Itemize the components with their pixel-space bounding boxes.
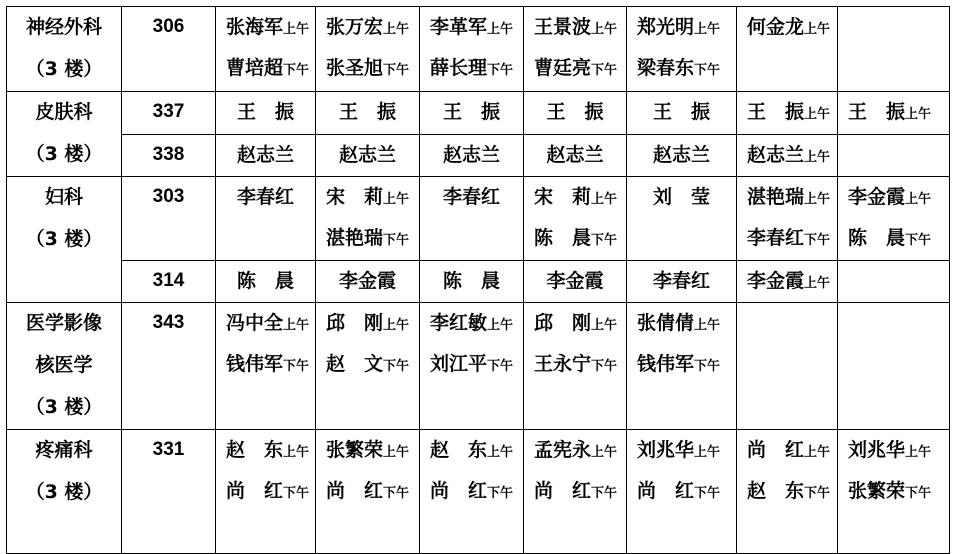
schedule-entry	[737, 135, 837, 176]
schedule-entry	[524, 218, 626, 259]
session-tag: 上午	[383, 445, 410, 460]
schedule-entry	[524, 261, 626, 302]
doctor-name: 邱 刚	[534, 312, 592, 334]
session-tag: 下午	[694, 359, 721, 374]
schedule-entry	[627, 92, 736, 133]
department-cell	[7, 177, 122, 303]
session-tag: 下午	[487, 486, 514, 501]
schedule-entry	[420, 471, 523, 512]
doctor-name: 冯中全	[226, 312, 284, 334]
doctor-name: 李金霞	[848, 186, 906, 208]
schedule-entry	[216, 48, 315, 89]
doctor-name: 曹廷亮	[534, 57, 592, 79]
doctor-name: 刘兆华	[637, 439, 695, 461]
doctor-name: 赵志兰	[652, 143, 710, 166]
session-tag: 上午	[383, 22, 410, 37]
schedule-entry	[420, 261, 523, 302]
schedule-cell	[838, 134, 950, 177]
doctor-name: 曹培超	[226, 57, 284, 79]
session-tag: 上午	[487, 445, 514, 460]
session-tag: 下午	[283, 63, 310, 78]
schedule-cell	[737, 261, 838, 303]
session-tag: 下午	[383, 233, 410, 248]
doctor-name: 赵志兰	[442, 143, 500, 166]
schedule-cell	[524, 7, 627, 92]
schedule-entry	[737, 430, 837, 471]
doctor-name: 尚 红	[326, 480, 384, 502]
session-tag: 下午	[905, 233, 932, 248]
schedule-cell	[420, 177, 524, 261]
room-number: 303	[122, 177, 216, 261]
schedule-cell	[524, 177, 627, 261]
schedule-entry	[737, 218, 837, 259]
doctor-name: 李春红	[236, 186, 294, 208]
department-name-line: 皮肤科	[35, 101, 93, 123]
doctor-name: 王 振	[747, 101, 805, 123]
doctor-name: 赵志兰	[747, 143, 805, 166]
session-tag: 下午	[283, 359, 310, 374]
session-tag: 下午	[487, 359, 514, 374]
doctor-name: 刘兆华	[848, 439, 906, 461]
schedule-entry	[316, 135, 419, 176]
doctor-name: 刘江平	[430, 353, 488, 375]
schedule-entry	[838, 218, 949, 259]
doctor-name: 薛长理	[430, 57, 488, 79]
schedule-entry	[524, 471, 626, 512]
doctor-name: 李金霞	[338, 270, 396, 292]
doctor-name: 李金霞	[747, 270, 805, 292]
session-tag: 上午	[591, 445, 618, 460]
doctor-name: 张繁荣	[848, 480, 906, 502]
schedule-entry	[420, 135, 523, 176]
schedule-entry	[316, 48, 419, 89]
doctor-name: 王景波	[534, 16, 592, 38]
session-tag: 上午	[905, 192, 932, 207]
schedule-entry	[316, 430, 419, 471]
session-tag: 下午	[591, 359, 618, 374]
schedule-entry	[216, 177, 315, 218]
schedule-cell	[838, 7, 950, 92]
schedule-entry	[627, 177, 736, 218]
schedule-entry	[420, 92, 523, 133]
department-name-line: 妇科	[44, 186, 83, 208]
table-row	[7, 430, 950, 554]
doctor-name: 张圣旭	[326, 57, 384, 79]
session-tag: 上午	[905, 445, 932, 460]
schedule-entry	[737, 177, 837, 218]
table-row	[7, 7, 950, 92]
schedule-cell	[524, 261, 627, 303]
schedule-entry	[524, 430, 626, 471]
session-tag: 上午	[383, 192, 410, 207]
schedule-entry	[737, 7, 837, 48]
schedule-entry	[627, 7, 736, 48]
session-tag: 上午	[283, 318, 310, 333]
schedule-entry	[216, 261, 315, 302]
schedule-cell	[216, 303, 316, 430]
schedule-entry	[216, 92, 315, 133]
doctor-name: 王 振	[546, 101, 604, 123]
doctor-name: 赵 东	[430, 439, 488, 461]
session-tag: 上午	[804, 149, 831, 165]
session-tag: 下午	[487, 63, 514, 78]
room-number: 314	[122, 261, 216, 303]
schedule-entry	[420, 303, 523, 344]
session-tag: 下午	[804, 233, 831, 248]
schedule-entry	[838, 430, 949, 471]
doctor-name: 陈 晨	[442, 270, 500, 292]
session-tag: 上午	[804, 276, 831, 291]
table-row	[7, 92, 950, 135]
schedule-cell	[420, 7, 524, 92]
room-number: 337	[122, 92, 216, 135]
schedule-entry	[316, 218, 419, 259]
room-number: 306	[122, 7, 216, 92]
schedule-entry	[524, 92, 626, 133]
schedule-cell	[627, 177, 737, 261]
schedule-cell	[627, 303, 737, 430]
department-name-line: （3 楼）	[25, 228, 103, 250]
schedule-cell	[524, 303, 627, 430]
session-tag: 上午	[804, 107, 831, 122]
room-number: 338	[122, 134, 216, 177]
schedule-entry	[627, 261, 736, 302]
doctor-name: 邱 刚	[326, 312, 384, 334]
session-tag: 下午	[694, 486, 721, 501]
doctor-name: 王 振	[848, 101, 906, 123]
department-name-line: 疼痛科	[35, 439, 93, 461]
doctor-name: 王永宁	[534, 353, 592, 375]
schedule-entry	[627, 48, 736, 89]
doctor-name: 李春红	[747, 227, 805, 249]
department-name-line: 核医学	[35, 354, 93, 376]
schedule-entry	[838, 92, 949, 133]
doctor-name: 赵志兰	[546, 143, 604, 166]
schedule-cell	[316, 430, 420, 554]
schedule-entry	[524, 344, 626, 385]
schedule-entry	[627, 344, 736, 385]
doctor-name: 梁春东	[637, 57, 695, 79]
schedule-entry	[216, 135, 315, 176]
table-row	[7, 261, 950, 303]
doctor-name: 宋 莉	[326, 186, 384, 208]
doctor-name: 李红敏	[430, 312, 488, 334]
schedule-entry	[524, 135, 626, 176]
doctor-name: 陈 晨	[534, 227, 592, 249]
table-row	[7, 177, 950, 261]
schedule-cell	[627, 261, 737, 303]
doctor-name: 刘 莹	[652, 186, 710, 208]
schedule-cell	[216, 177, 316, 261]
session-tag: 上午	[283, 22, 310, 37]
session-tag: 下午	[694, 63, 721, 78]
schedule-cell	[420, 430, 524, 554]
session-tag: 上午	[283, 445, 310, 460]
session-tag: 下午	[591, 63, 618, 78]
schedule-cell	[216, 261, 316, 303]
room-number: 343	[122, 303, 216, 430]
schedule-cell	[316, 303, 420, 430]
schedule-entry	[627, 303, 736, 344]
schedule-cell	[420, 92, 524, 135]
schedule-cell	[737, 92, 838, 135]
doctor-name: 何金龙	[747, 16, 805, 38]
session-tag: 上午	[591, 22, 618, 37]
doctor-name: 王 振	[652, 101, 710, 123]
session-tag: 上午	[591, 192, 618, 207]
schedule-entry	[316, 7, 419, 48]
schedule-cell	[838, 303, 950, 430]
schedule-cell	[316, 177, 420, 261]
schedule-entry	[737, 92, 837, 133]
schedule-entry	[216, 344, 315, 385]
schedule-cell	[316, 134, 420, 177]
schedule-cell	[420, 303, 524, 430]
schedule-entry	[420, 7, 523, 48]
doctor-name: 赵 东	[747, 480, 805, 502]
doctor-name: 赵志兰	[236, 143, 294, 166]
department-cell	[7, 303, 122, 430]
table-row	[7, 134, 950, 177]
doctor-name: 陈 晨	[236, 270, 294, 292]
schedule-entry	[216, 430, 315, 471]
schedule-entry	[737, 261, 837, 302]
doctor-name: 尚 红	[637, 480, 695, 502]
schedule-cell	[838, 430, 950, 554]
session-tag: 下午	[383, 359, 410, 374]
doctor-name: 赵 文	[326, 353, 384, 375]
session-tag: 上午	[383, 318, 410, 333]
schedule-entry	[216, 303, 315, 344]
schedule-entry	[316, 344, 419, 385]
room-number: 331	[122, 430, 216, 554]
schedule-entry	[316, 92, 419, 133]
session-tag: 上午	[487, 318, 514, 333]
doctor-name: 李金霞	[546, 270, 604, 292]
doctor-name: 尚 红	[430, 480, 488, 502]
doctor-name: 李春红	[652, 270, 710, 292]
doctor-name: 王 振	[442, 101, 500, 123]
session-tag: 下午	[804, 486, 831, 501]
doctor-name: 尚 红	[747, 439, 805, 461]
session-tag: 下午	[591, 233, 618, 248]
schedule-cell	[216, 430, 316, 554]
doctor-name: 宋 莉	[534, 186, 592, 208]
department-name-line: （3 楼）	[25, 396, 103, 418]
schedule-cell	[420, 134, 524, 177]
schedule-cell	[737, 303, 838, 430]
session-tag: 下午	[905, 486, 932, 501]
schedule-cell	[737, 134, 838, 177]
schedule-entry	[524, 48, 626, 89]
schedule-entry	[420, 48, 523, 89]
schedule-entry	[524, 303, 626, 344]
schedule-entry	[420, 344, 523, 385]
schedule-entry	[838, 177, 949, 218]
doctor-name: 钱伟军	[637, 353, 695, 375]
department-cell	[7, 92, 122, 177]
schedule-cell	[838, 92, 950, 135]
schedule-entry	[838, 471, 949, 512]
schedule-entry	[627, 135, 736, 176]
doctor-name: 钱伟军	[226, 353, 284, 375]
department-name-line: 医学影像	[25, 312, 102, 334]
doctor-name: 王 振	[236, 101, 294, 123]
doctor-name: 张海军	[226, 16, 284, 38]
doctor-name: 尚 红	[534, 480, 592, 502]
schedule-cell	[627, 430, 737, 554]
doctor-name: 尚 红	[226, 480, 284, 502]
doctor-name: 赵志兰	[338, 143, 396, 166]
schedule-cell	[737, 177, 838, 261]
doctor-name: 李革军	[430, 16, 488, 38]
doctor-name: 李春红	[442, 186, 500, 208]
schedule-cell	[216, 134, 316, 177]
doctor-name: 郑光明	[637, 16, 695, 38]
doctor-name: 王 振	[338, 101, 396, 123]
schedule-cell	[216, 92, 316, 135]
schedule-entry	[316, 471, 419, 512]
department-name-line: （3 楼）	[25, 481, 103, 503]
schedule-cell	[524, 92, 627, 135]
session-tag: 上午	[804, 445, 831, 460]
schedule-entry	[216, 471, 315, 512]
department-cell	[7, 430, 122, 554]
schedule-cell	[524, 134, 627, 177]
schedule-cell	[420, 261, 524, 303]
schedule-cell	[627, 92, 737, 135]
schedule-entry	[316, 303, 419, 344]
doctor-name: 张万宏	[326, 16, 384, 38]
department-name-line: （3 楼）	[25, 58, 103, 80]
schedule-entry	[420, 177, 523, 218]
schedule-cell	[316, 92, 420, 135]
session-tag: 下午	[383, 63, 410, 78]
session-tag: 上午	[905, 107, 932, 122]
doctor-name: 湛艳瑞	[326, 227, 384, 249]
session-tag: 下午	[591, 486, 618, 501]
schedule-cell	[524, 430, 627, 554]
session-tag: 上午	[487, 22, 514, 37]
schedule-cell	[737, 430, 838, 554]
doctor-name: 赵 东	[226, 439, 284, 461]
schedule-table	[6, 6, 950, 554]
schedule-cell	[216, 7, 316, 92]
schedule-entry	[524, 177, 626, 218]
schedule-entry	[627, 471, 736, 512]
schedule-entry	[627, 430, 736, 471]
schedule-entry	[737, 471, 837, 512]
department-cell	[7, 7, 122, 92]
session-tag: 上午	[804, 192, 831, 207]
doctor-name: 陈 晨	[848, 227, 906, 249]
schedule-entry	[316, 261, 419, 302]
session-tag: 上午	[694, 22, 721, 37]
session-tag: 上午	[694, 318, 721, 333]
schedule-cell	[316, 7, 420, 92]
doctor-name: 张倩倩	[637, 312, 695, 334]
doctor-name: 孟宪永	[534, 439, 592, 461]
schedule-entry	[524, 7, 626, 48]
schedule-entry	[420, 430, 523, 471]
schedule-cell	[838, 177, 950, 261]
table-row	[7, 303, 950, 430]
doctor-name: 张繁荣	[326, 439, 384, 461]
schedule-cell	[627, 7, 737, 92]
schedule-cell	[737, 7, 838, 92]
doctor-name: 湛艳瑞	[747, 186, 805, 208]
schedule-cell	[316, 261, 420, 303]
session-tag: 上午	[804, 22, 831, 37]
schedule-entry	[316, 177, 419, 218]
schedule-entry	[216, 7, 315, 48]
department-name-line: 神经外科	[25, 16, 102, 38]
schedule-cell	[838, 261, 950, 303]
department-name-line: （3 楼）	[25, 143, 103, 165]
session-tag: 上午	[591, 318, 618, 333]
schedule-body	[7, 7, 950, 554]
session-tag: 上午	[694, 445, 721, 460]
session-tag: 下午	[283, 486, 310, 501]
session-tag: 下午	[383, 486, 410, 501]
schedule-cell	[627, 134, 737, 177]
